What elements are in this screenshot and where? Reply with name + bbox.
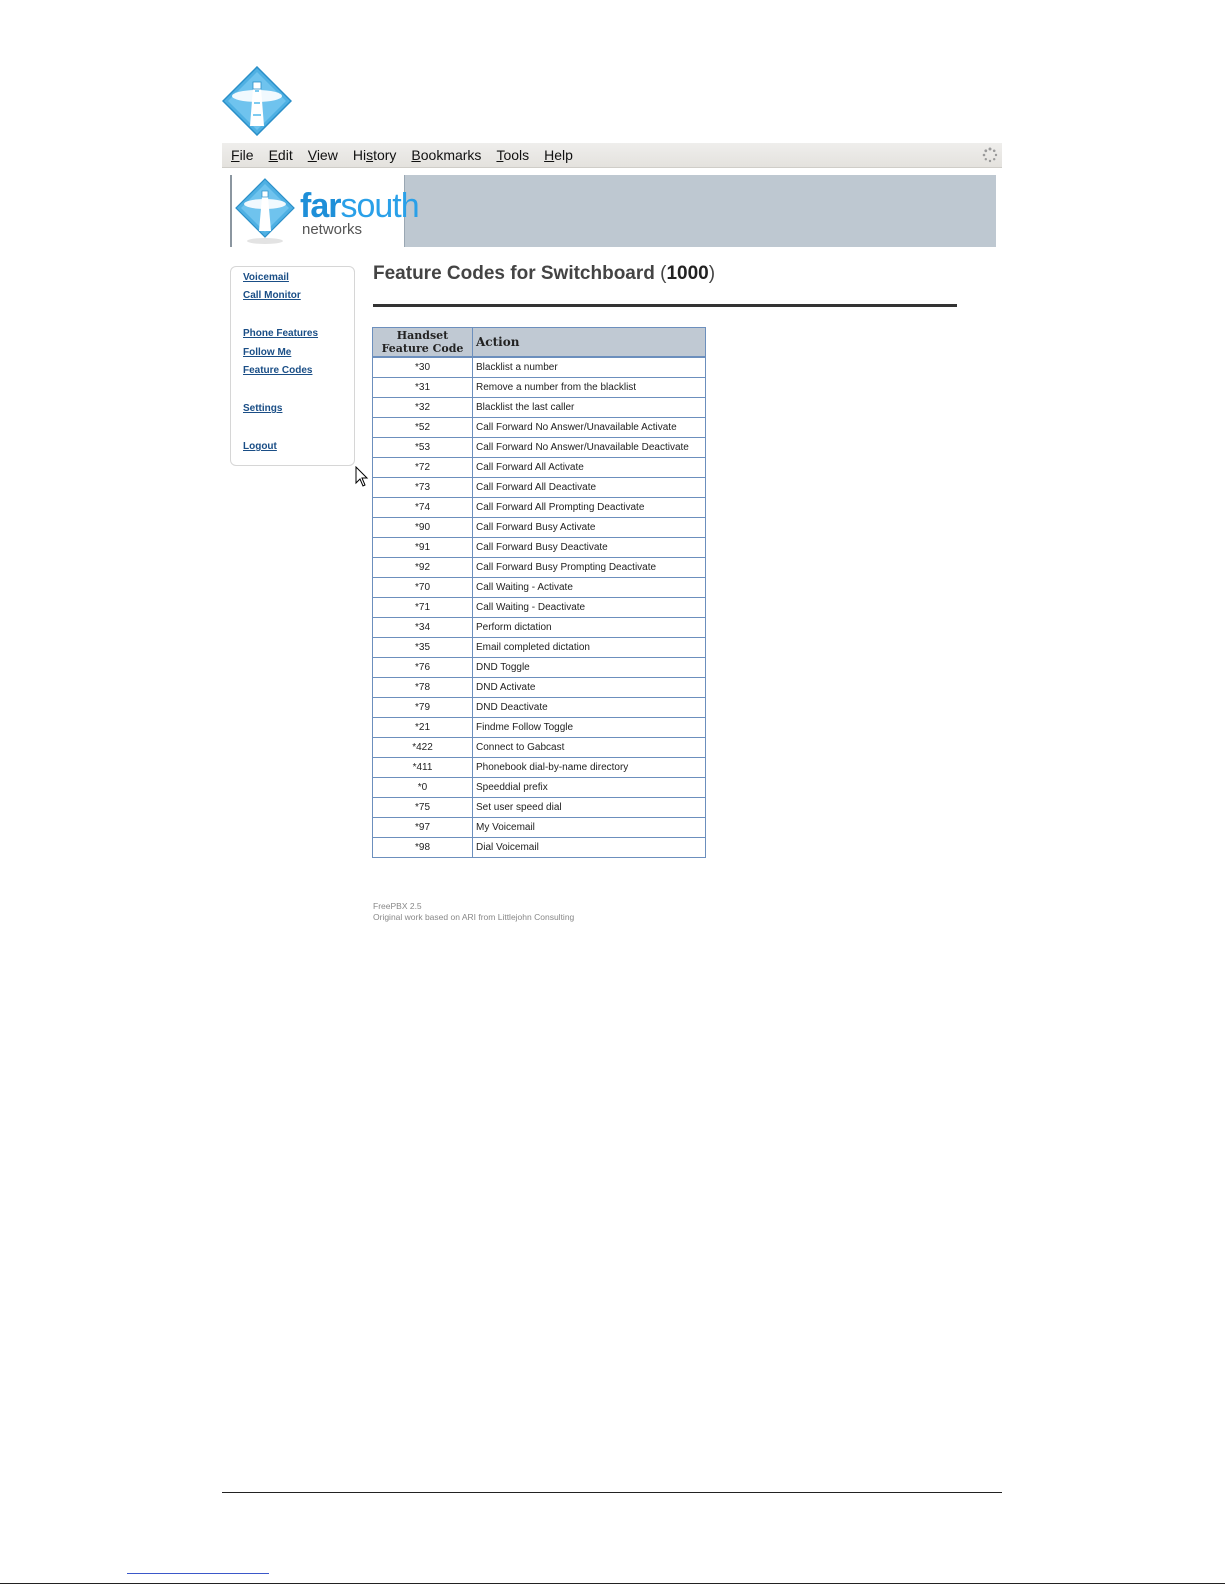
table-row	[373, 618, 706, 638]
feature-code-cell: *35	[373, 638, 473, 658]
table-row	[373, 438, 706, 458]
menu-view[interactable]: View	[307, 147, 338, 163]
feature-code-cell: *75	[373, 798, 473, 818]
feature-code-cell: *0	[373, 778, 473, 798]
menu-edit[interactable]: Edit	[268, 147, 293, 163]
action-cell: Blacklist the last caller	[473, 398, 706, 418]
feature-code-cell: *91	[373, 538, 473, 558]
table-row	[373, 818, 706, 838]
column-header-code: Handset Feature Code	[373, 328, 473, 358]
feature-codes-table	[372, 327, 706, 858]
action-cell: Call Forward Busy Prompting Deactivate	[473, 558, 706, 578]
sidebar-item-logout[interactable]: Logout	[243, 441, 277, 452]
menu-help[interactable]: Help	[544, 147, 573, 163]
action-cell: My Voicemail	[473, 818, 706, 838]
feature-code-cell: *76	[373, 658, 473, 678]
action-cell: Phonebook dial-by-name directory	[473, 758, 706, 778]
feature-code-cell: *34	[373, 618, 473, 638]
table-row	[373, 678, 706, 698]
sidebar-item-phone-features[interactable]: Phone Features	[243, 328, 319, 339]
page-footer	[373, 901, 574, 923]
table-row	[373, 478, 706, 498]
feature-code-cell: *72	[373, 458, 473, 478]
feature-code-cell: *53	[373, 438, 473, 458]
action-cell: Blacklist a number	[473, 357, 706, 378]
action-cell: DND Activate	[473, 678, 706, 698]
lighthouse-logo-icon	[222, 66, 292, 136]
action-cell: Email completed dictation	[473, 638, 706, 658]
feature-code-cell: *31	[373, 378, 473, 398]
table-row	[373, 598, 706, 618]
table-row	[373, 838, 706, 858]
brand-name: farsouth	[300, 187, 419, 225]
table-row	[373, 718, 706, 738]
action-cell: Remove a number from the blacklist	[473, 378, 706, 398]
page-bottom-divider	[222, 1492, 1002, 1493]
menu-file[interactable]: File	[231, 147, 254, 163]
column-header-action: Action	[473, 328, 706, 358]
feature-code-cell: *70	[373, 578, 473, 598]
table-row	[373, 758, 706, 778]
table-row	[373, 498, 706, 518]
window-bottom-edge	[0, 1583, 1225, 1584]
feature-code-cell: *411	[373, 758, 473, 778]
action-cell: Connect to Gabcast	[473, 738, 706, 758]
bottom-link-underline[interactable]	[127, 1573, 269, 1574]
table-row	[373, 658, 706, 678]
loading-spinner-icon	[982, 147, 998, 163]
page-title: Feature Codes for Switchboard (1000)	[373, 263, 716, 284]
table-row	[373, 357, 706, 378]
action-cell: Call Forward Busy Deactivate	[473, 538, 706, 558]
footer-version: FreePBX 2.5	[373, 901, 422, 911]
action-cell: Findme Follow Toggle	[473, 718, 706, 738]
action-cell: Speeddial prefix	[473, 778, 706, 798]
table-row	[373, 738, 706, 758]
sidebar-item-call-monitor[interactable]: Call Monitor	[243, 290, 301, 301]
feature-code-cell: *422	[373, 738, 473, 758]
feature-code-cell: *90	[373, 518, 473, 538]
table-header-row	[373, 328, 706, 358]
table-row	[373, 518, 706, 538]
table-row	[373, 378, 706, 398]
table-row	[373, 458, 706, 478]
footer-credit: Original work based on ARI from Littlejohn Consulting	[373, 912, 575, 922]
mouse-pointer-icon	[355, 466, 369, 488]
action-cell: Call Forward Busy Activate	[473, 518, 706, 538]
feature-code-cell: *73	[373, 478, 473, 498]
feature-code-cell: *30	[373, 357, 473, 378]
table-row	[373, 398, 706, 418]
action-cell: DND Toggle	[473, 658, 706, 678]
action-cell: DND Deactivate	[473, 698, 706, 718]
action-cell: Call Waiting - Activate	[473, 578, 706, 598]
feature-code-cell: *79	[373, 698, 473, 718]
action-cell: Call Forward All Activate	[473, 458, 706, 478]
action-cell: Call Waiting - Deactivate	[473, 598, 706, 618]
menu-tools[interactable]: Tools	[496, 147, 530, 163]
sidebar-item-voicemail[interactable]: Voicemail	[243, 272, 289, 283]
feature-code-cell: *78	[373, 678, 473, 698]
sidebar-item-follow-me[interactable]: Follow Me	[243, 347, 292, 358]
table-row	[373, 778, 706, 798]
lighthouse-icon	[234, 177, 296, 245]
feature-code-cell: *98	[373, 838, 473, 858]
feature-code-cell: *97	[373, 818, 473, 838]
action-cell: Set user speed dial	[473, 798, 706, 818]
action-cell: Call Forward All Prompting Deactivate	[473, 498, 706, 518]
table-row	[373, 578, 706, 598]
header-banner	[230, 175, 996, 247]
action-cell: Call Forward No Answer/Unavailable Activate	[473, 418, 706, 438]
farsouth-logo[interactable]	[230, 175, 419, 247]
table-row	[373, 638, 706, 658]
table-row	[373, 538, 706, 558]
feature-code-cell: *21	[373, 718, 473, 738]
action-cell: Dial Voicemail	[473, 838, 706, 858]
menu-history[interactable]: History	[352, 147, 397, 163]
menu-bookmarks[interactable]: Bookmarks	[411, 147, 482, 163]
feature-code-cell: *71	[373, 598, 473, 618]
browser-menubar	[222, 143, 1002, 168]
table-row	[373, 798, 706, 818]
action-cell: Call Forward No Answer/Unavailable Deactivate	[473, 438, 706, 458]
sidebar-nav	[230, 266, 355, 466]
feature-code-cell: *32	[373, 398, 473, 418]
feature-code-cell: *52	[373, 418, 473, 438]
table-row	[373, 558, 706, 578]
title-divider	[373, 304, 957, 307]
sidebar-item-feature-codes[interactable]: Feature Codes	[243, 365, 313, 376]
feature-code-cell: *74	[373, 498, 473, 518]
table-row	[373, 418, 706, 438]
action-cell: Call Forward All Deactivate	[473, 478, 706, 498]
table-row	[373, 698, 706, 718]
action-cell: Perform dictation	[473, 618, 706, 638]
brand-subtitle: networks	[302, 221, 363, 238]
feature-code-cell: *92	[373, 558, 473, 578]
sidebar-item-settings[interactable]: Settings	[243, 403, 283, 414]
